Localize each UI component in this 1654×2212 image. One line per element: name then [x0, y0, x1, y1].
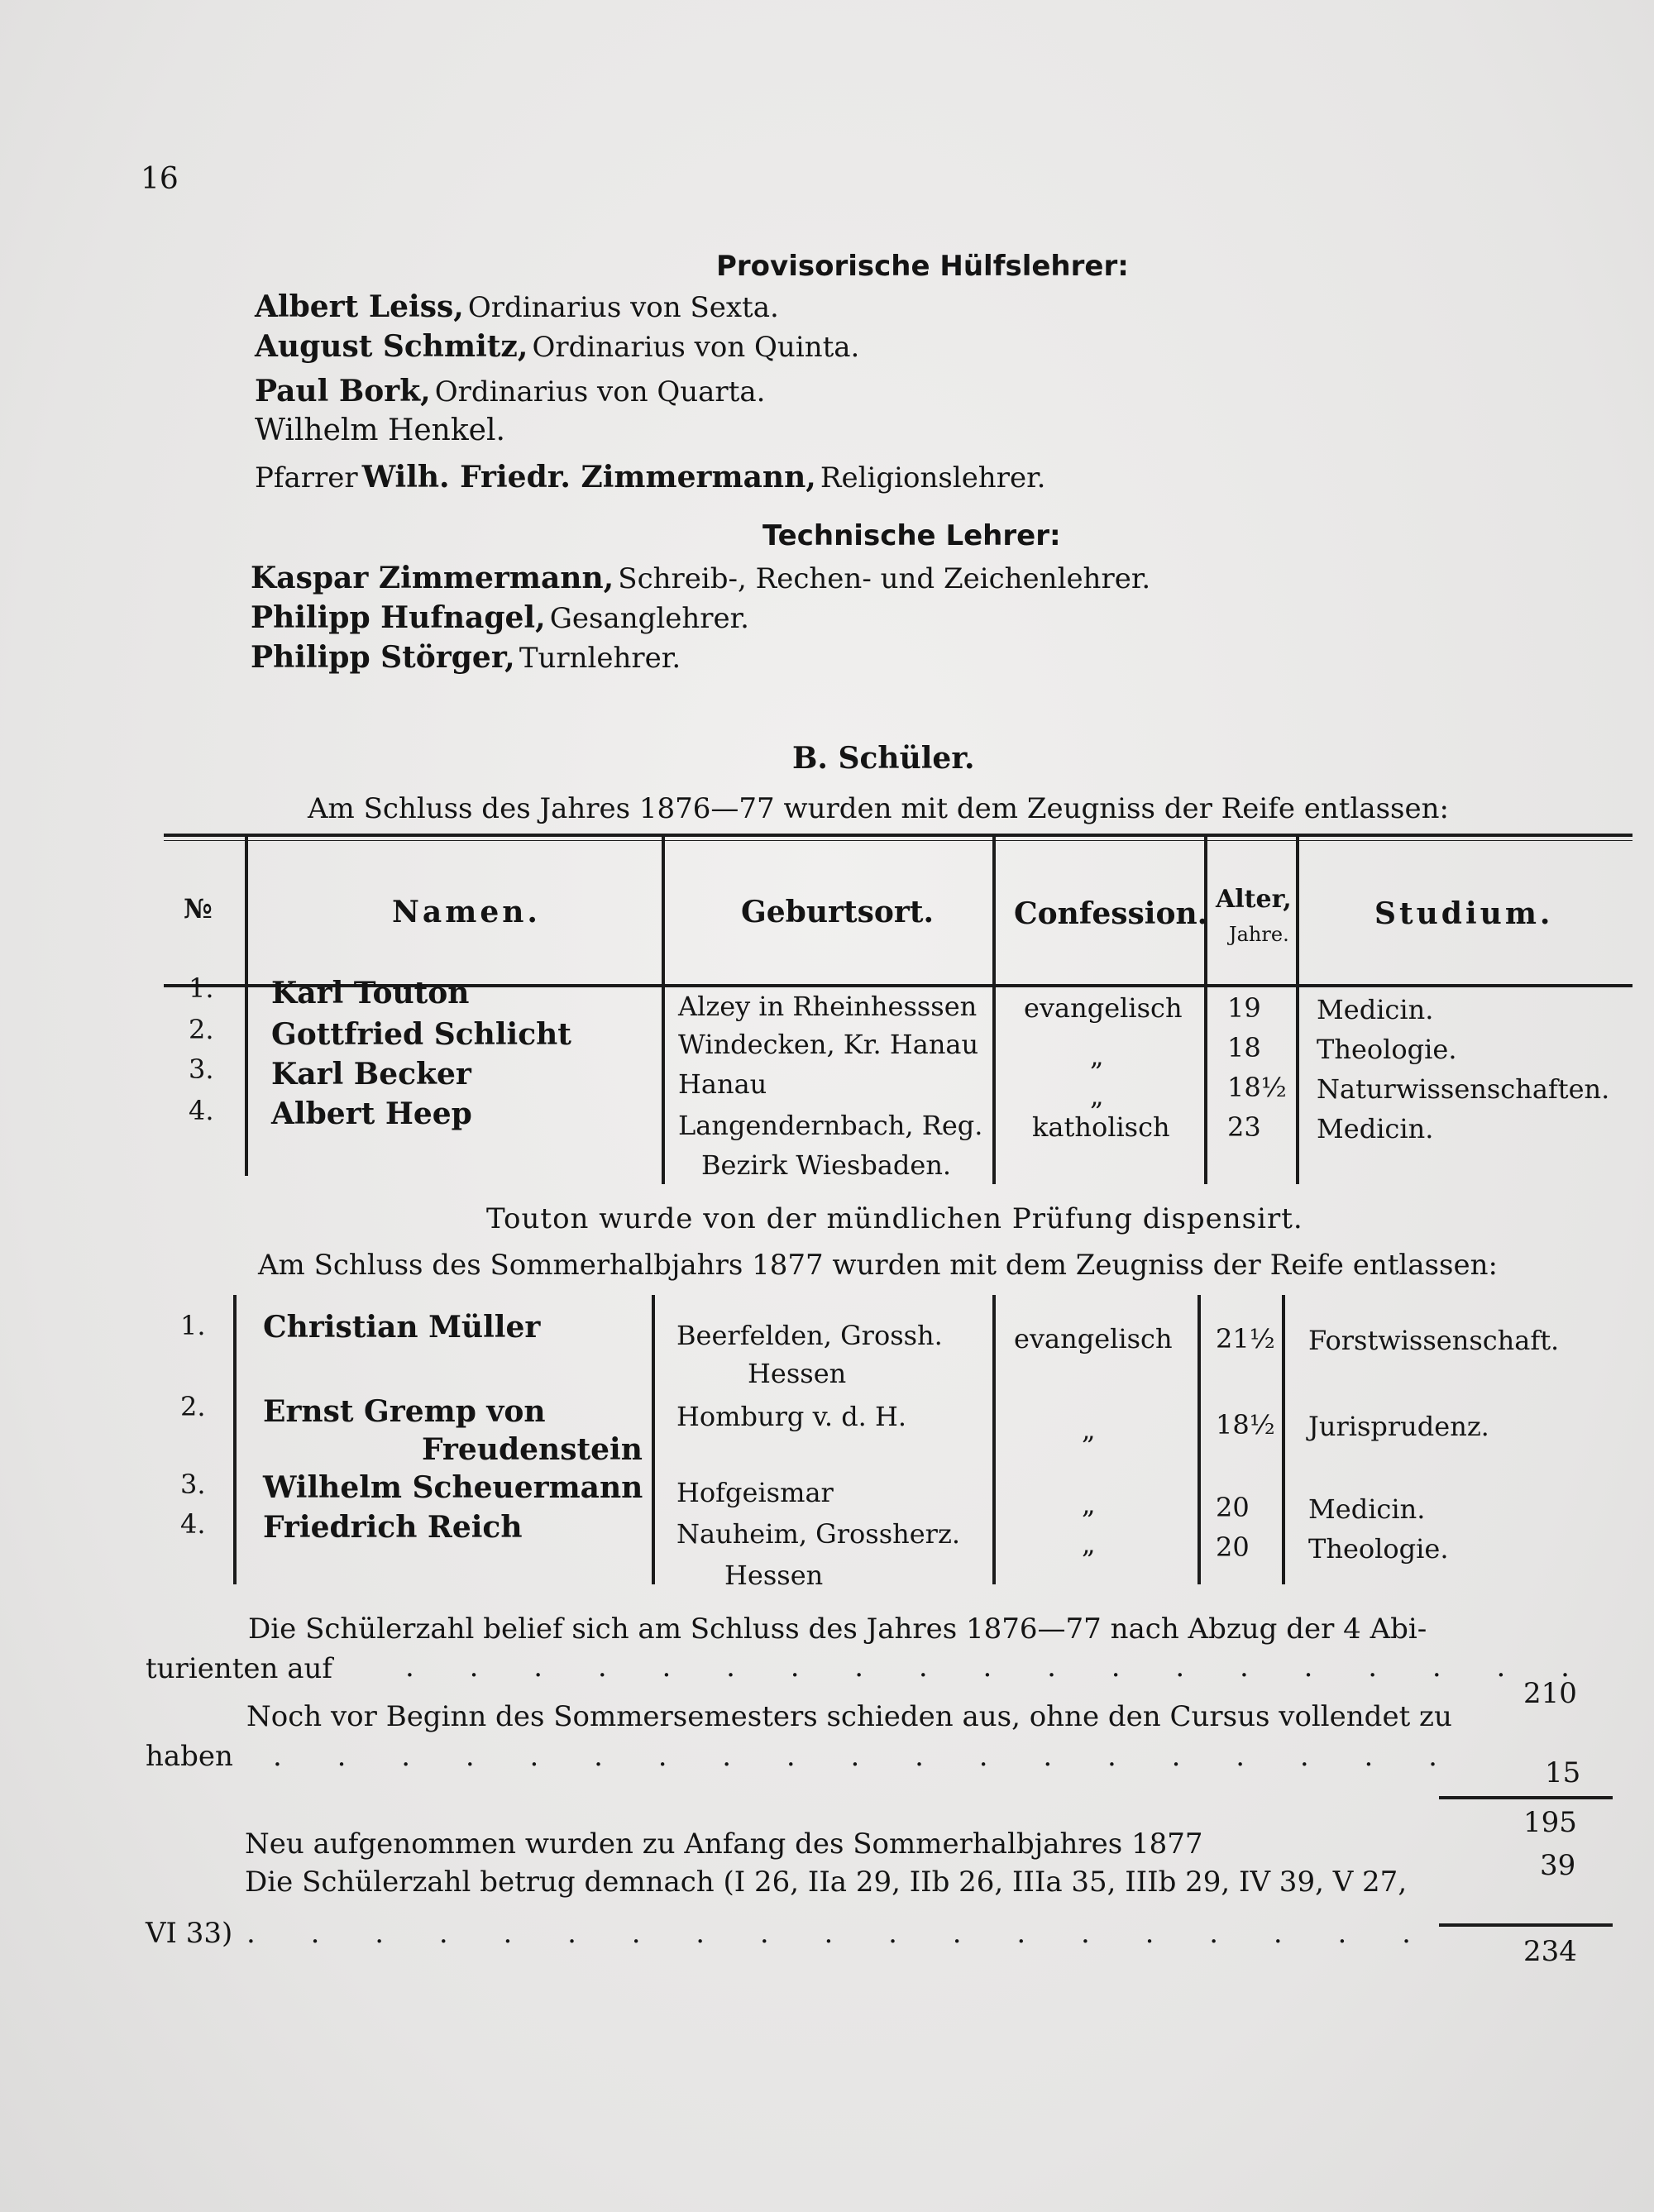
study: Forstwissenschaft. — [1308, 1325, 1560, 1356]
study: Medicin. — [1308, 1493, 1426, 1525]
row-number: 4. — [180, 1508, 206, 1540]
row-number: 4. — [189, 1095, 214, 1126]
teacher-row — [255, 460, 1045, 494]
exemption-note: Touton wurde von der mündlichen Prüfung dispensirt. — [486, 1202, 1303, 1235]
column-divider — [992, 837, 996, 1184]
teacher-role: Ordinarius von Sexta. — [467, 291, 779, 324]
birthplace-line-2: Bezirk Wiesbaden. — [701, 1149, 952, 1181]
age: 20 — [1216, 1492, 1250, 1523]
student-name: Albert Heep — [271, 1096, 472, 1131]
page-number: 16 — [141, 162, 179, 196]
stats-value-39: 39 — [1540, 1849, 1576, 1882]
teacher-name: Philipp Störger, — [251, 640, 515, 675]
confession: katholisch — [1032, 1111, 1170, 1143]
age: 19 — [1227, 992, 1261, 1024]
birthplace: Hofgeismar — [676, 1477, 834, 1508]
birthplace-line-2: Hessen — [748, 1358, 847, 1389]
stats-line-2b: haben — [146, 1740, 233, 1773]
birthplace: Hanau — [678, 1068, 767, 1100]
teacher-name: Philipp Hufnagel, — [251, 600, 546, 635]
teacher-name: Wilh. Friedr. Zimmermann, — [361, 460, 816, 494]
teacher-name: Wilhelm Henkel. — [255, 413, 505, 447]
study: Medicin. — [1317, 1113, 1434, 1144]
row-number: 1. — [180, 1310, 206, 1341]
teacher-role: Turnlehrer. — [519, 642, 681, 675]
study: Theologie. — [1308, 1533, 1449, 1565]
column-header-age-unit: Jahre. — [1229, 923, 1289, 946]
birthplace: Beerfelden, Grossh. — [676, 1320, 943, 1351]
stats-value-195: 195 — [1523, 1806, 1577, 1839]
leader-dots: . . . . . . . . . . . . . . . . . . . — [246, 1917, 1434, 1950]
teacher-row — [255, 289, 779, 324]
students-heading: B. Schüler. — [792, 741, 975, 776]
age: 20 — [1216, 1531, 1250, 1563]
column-divider — [245, 837, 248, 1176]
stats-line-4a: Die Schülerzahl betrug demnach (I 26, IIa 29, IIb 26, IIIa 35, IIIb 29, IV 39, V 27, — [245, 1866, 1408, 1899]
column-divider — [1204, 837, 1207, 1184]
column-divider — [1282, 1295, 1285, 1584]
teacher-prefix: Pfarrer — [255, 461, 358, 494]
confession: „ — [1090, 1040, 1104, 1072]
teacher-name: Paul Bork, — [255, 374, 431, 408]
birthplace: Homburg v. d. H. — [676, 1401, 907, 1432]
table-top-rule-thin — [164, 840, 1632, 841]
birthplace: Langendernbach, Reg. — [678, 1110, 983, 1141]
teacher-name: Kaspar Zimmermann, — [251, 561, 614, 595]
column-header-name: Namen. — [392, 895, 541, 929]
student-name-line-2: Freudenstein — [422, 1432, 643, 1467]
technical-heading: Technische Lehrer: — [762, 519, 1061, 552]
student-name: Christian Müller — [263, 1310, 541, 1345]
study: Medicin. — [1317, 994, 1434, 1025]
student-name: Friedrich Reich — [263, 1510, 523, 1545]
row-number: 2. — [189, 1014, 214, 1045]
study: Jurisprudenz. — [1308, 1411, 1489, 1442]
student-name: Karl Becker — [271, 1057, 471, 1092]
study: Theologie. — [1317, 1034, 1457, 1065]
column-header-age: Alter, — [1216, 885, 1292, 914]
confession: „ — [1082, 1528, 1096, 1560]
confession: „ — [1082, 1488, 1096, 1520]
age: 18½ — [1227, 1072, 1287, 1103]
birthplace: Windecken, Kr. Hanau — [678, 1029, 979, 1060]
stats-line-2a: Noch vor Beginn des Sommersemesters schieden aus, ohne den Cursus vollendet zu — [246, 1700, 1452, 1733]
row-number: 3. — [189, 1053, 214, 1085]
provisional-heading: Provisorische Hülfslehrer: — [716, 250, 1129, 283]
stats-line-1b: turienten auf — [146, 1652, 332, 1685]
study: Naturwissenschaften. — [1317, 1073, 1610, 1105]
teacher-row — [255, 329, 859, 364]
teacher-role: Ordinarius von Quinta. — [532, 331, 860, 364]
confession: evangelisch — [1014, 1323, 1173, 1354]
stats-line-3: Neu aufgenommen wurden zu Anfang des Sommerhalbjahres 1877 — [245, 1827, 1203, 1861]
teacher-row — [255, 413, 505, 447]
confession: evangelisch — [1024, 992, 1183, 1024]
age: 23 — [1227, 1111, 1261, 1143]
column-divider — [233, 1295, 237, 1584]
teacher-row — [251, 640, 681, 675]
age: 21½ — [1216, 1323, 1275, 1354]
student-name: Gottfried Schlicht — [271, 1017, 571, 1052]
birthplace: Nauheim, Grossherz. — [676, 1518, 960, 1550]
sum-rule — [1439, 1923, 1613, 1927]
stats-line-1a: Die Schülerzahl belief sich am Schluss des Jahres 1876—77 nach Abzug der 4 Abi- — [248, 1612, 1427, 1646]
column-divider — [1197, 1295, 1201, 1584]
stats-value-15: 15 — [1545, 1756, 1581, 1789]
teacher-row — [255, 374, 765, 408]
leader-dots: . . . . . . . . . . . . . . . . . . . — [405, 1651, 1593, 1684]
row-number: 2. — [180, 1391, 206, 1422]
column-divider — [652, 1295, 655, 1584]
confession: „ — [1082, 1414, 1096, 1445]
age: 18½ — [1216, 1409, 1275, 1440]
teacher-role: Religionslehrer. — [820, 461, 1046, 494]
stats-line-4b: VI 33) — [146, 1917, 233, 1950]
birthplace-line-2: Hessen — [724, 1560, 824, 1591]
teacher-role: Gesanglehrer. — [549, 602, 749, 635]
teacher-role: Schreib-, Rechen- und Zeichenlehrer. — [618, 562, 1151, 595]
leader-dots: . . . . . . . . . . . . . . . . . . . — [273, 1740, 1460, 1773]
row-number: 1. — [189, 972, 214, 1004]
teacher-role: Ordinarius von Quarta. — [434, 375, 766, 408]
teacher-row — [251, 600, 749, 635]
students-intro-2: Am Schluss des Sommerhalbjahrs 1877 wurden mit dem Zeugniss der Reife entlassen: — [258, 1249, 1498, 1282]
column-divider — [662, 837, 665, 1184]
students-intro-1: Am Schluss des Jahres 1876—77 wurden mit dem Zeugniss der Reife entlassen: — [308, 792, 1449, 825]
teacher-row — [251, 561, 1150, 595]
column-divider — [992, 1295, 996, 1584]
student-name: Karl Touton — [271, 976, 470, 1010]
table-top-rule — [164, 834, 1632, 837]
row-number: 3. — [180, 1469, 206, 1500]
column-header-birthplace: Geburtsort. — [741, 895, 934, 929]
stats-value-210: 210 — [1523, 1677, 1577, 1710]
column-header-study: Studium. — [1374, 896, 1554, 931]
column-divider — [1296, 837, 1299, 1184]
column-header-confession: Confession. — [1014, 896, 1208, 931]
stats-value-234: 234 — [1523, 1935, 1577, 1968]
birthplace: Alzey in Rheinhesssen — [678, 991, 978, 1022]
confession: „ — [1090, 1080, 1104, 1111]
column-header-no: № — [184, 893, 213, 924]
sum-rule — [1439, 1796, 1613, 1799]
student-name: Wilhelm Scheuermann — [263, 1470, 643, 1505]
teacher-name: August Schmitz, — [255, 329, 528, 364]
student-name: Ernst Gremp von — [263, 1394, 546, 1429]
teacher-name: Albert Leiss, — [255, 289, 464, 324]
age: 18 — [1227, 1032, 1261, 1063]
